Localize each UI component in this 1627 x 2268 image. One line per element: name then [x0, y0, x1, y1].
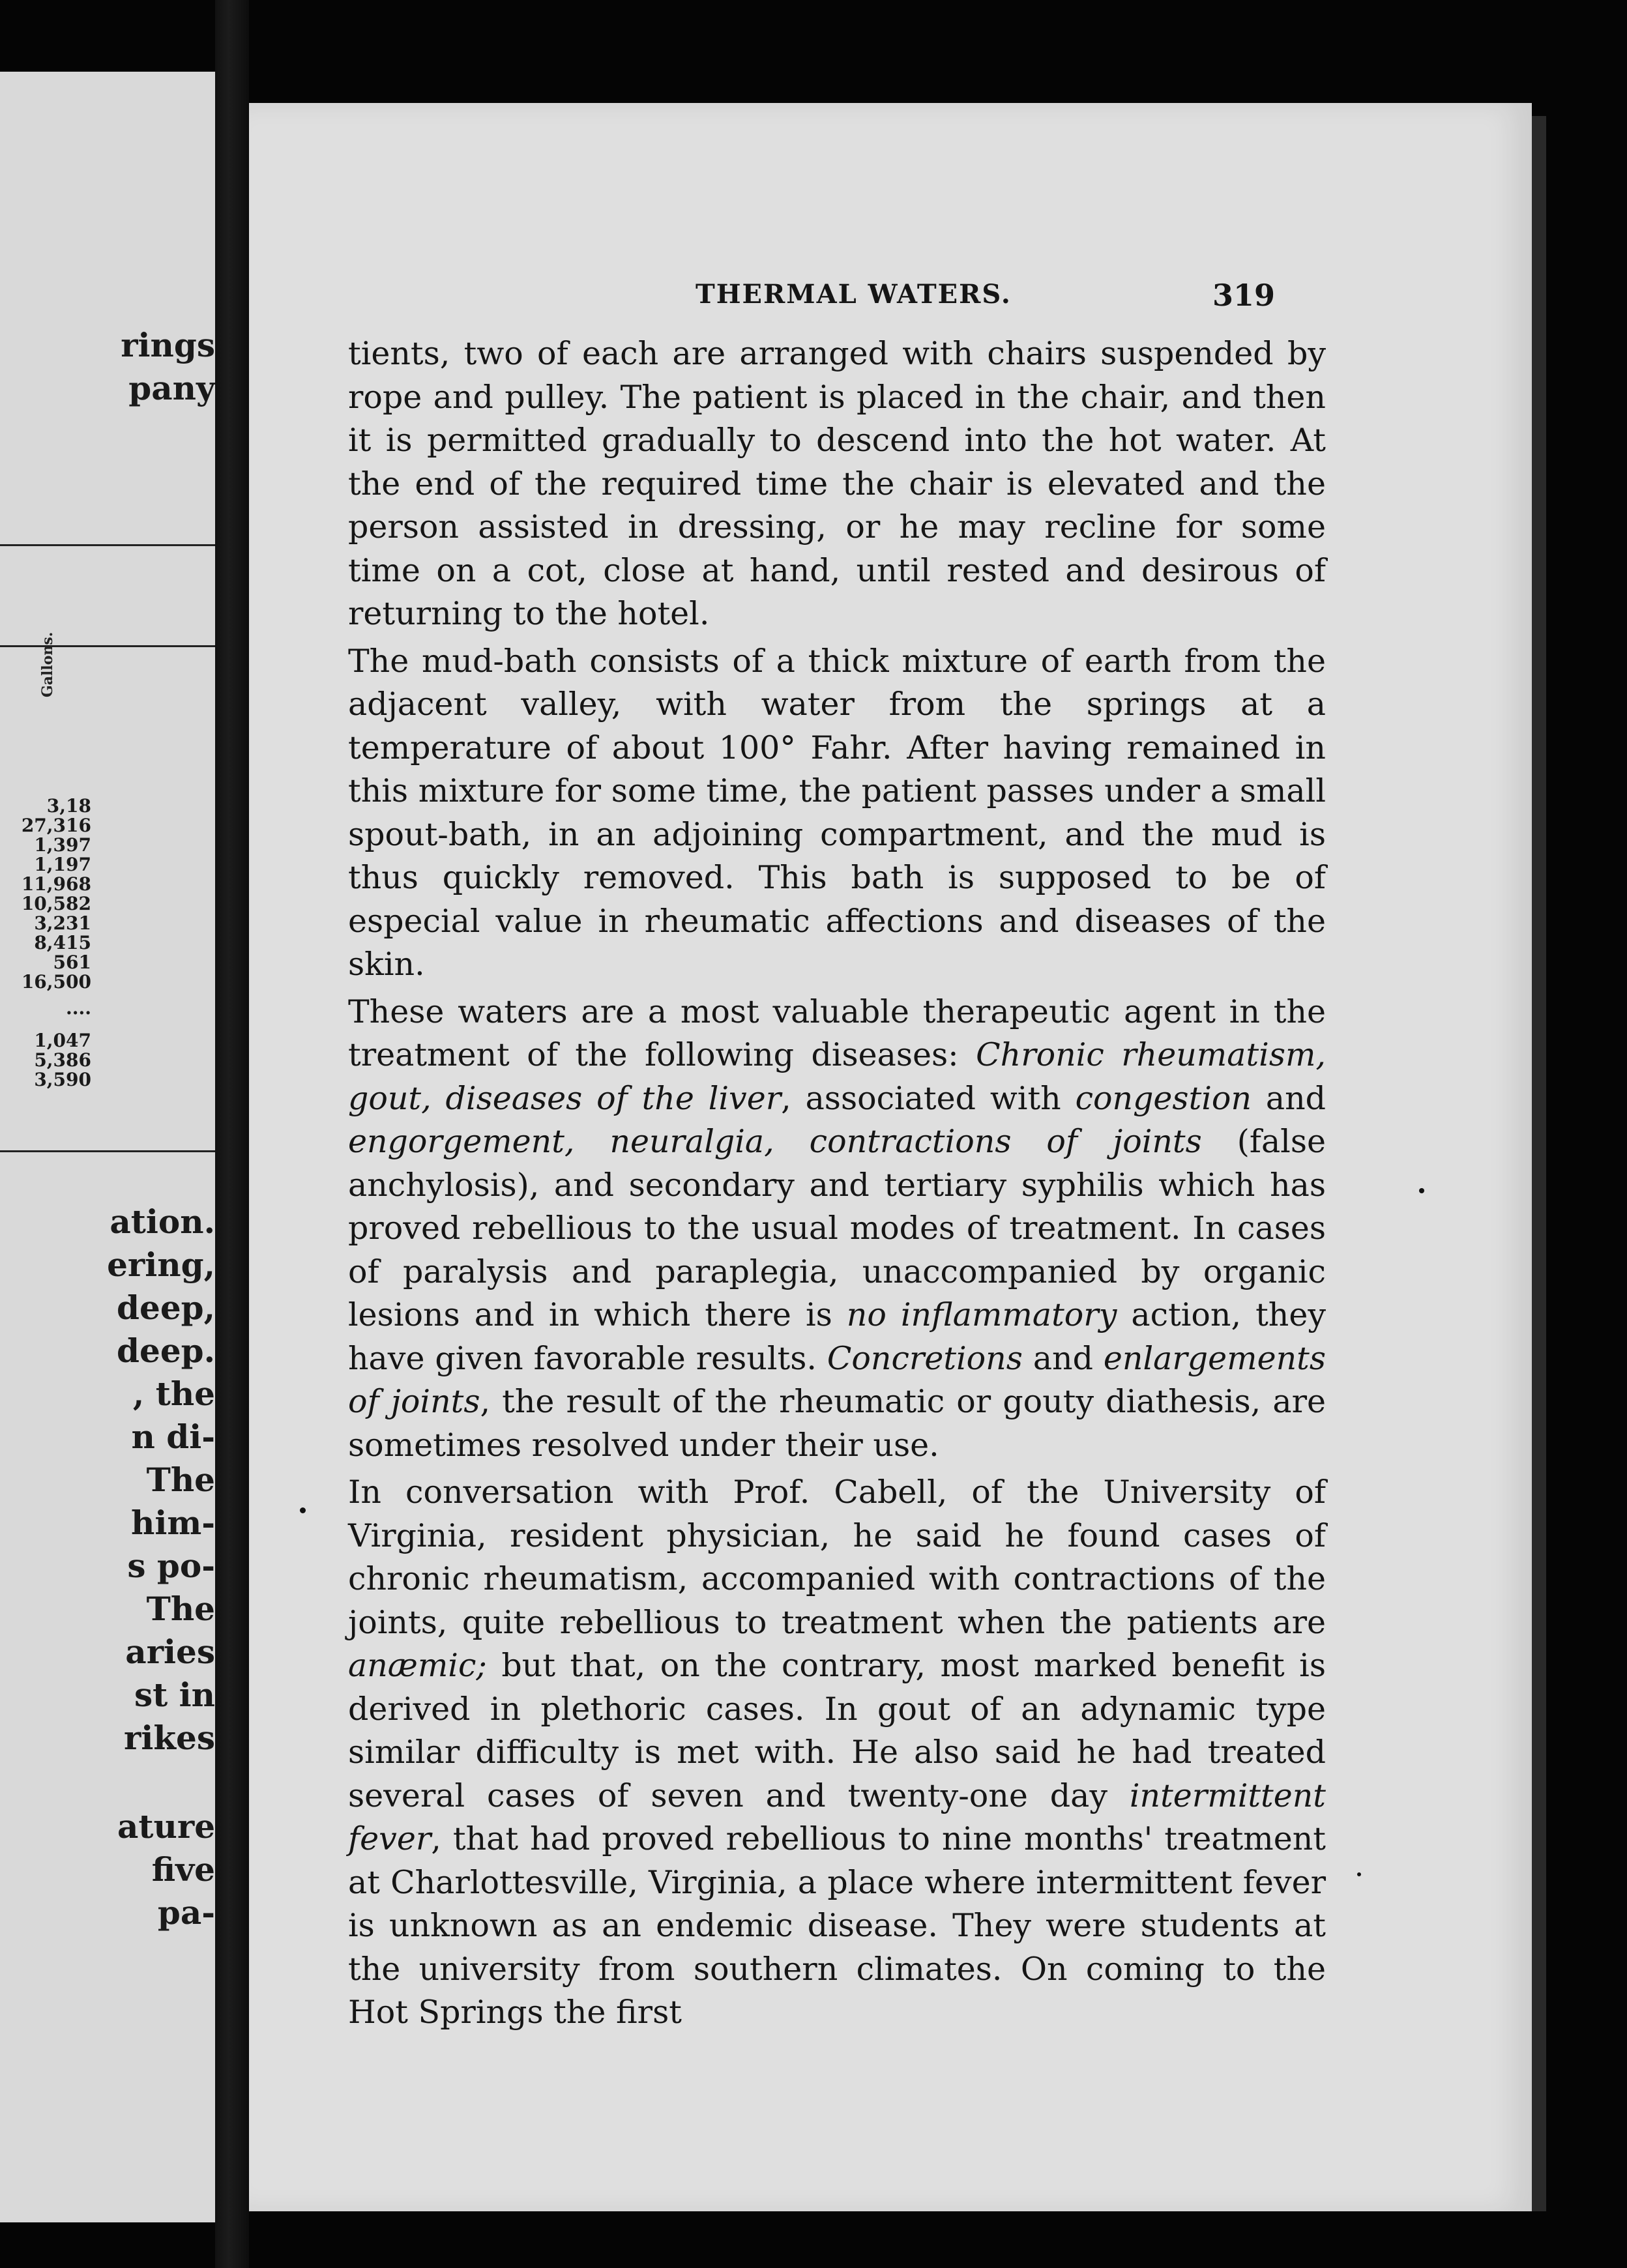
left-fragment-line: pa- — [157, 1893, 215, 1932]
table-cell: 5,386 — [34, 1049, 91, 1071]
left-fragment-line: deep, — [117, 1288, 215, 1327]
table-rule — [0, 1150, 215, 1152]
left-fragment-line: pany — [128, 369, 215, 407]
italic-run: enlargements of joints — [348, 1339, 1326, 1420]
text-run: These waters are a most valuable therapeutic agent in the treatment of the following diseases: — [348, 993, 1326, 1073]
left-fragment-line: rikes — [124, 1719, 215, 1757]
table-cell: 561 — [53, 952, 91, 973]
left-fragment-line: him- — [130, 1504, 215, 1542]
column-header-gallons: Gallons. — [39, 632, 56, 697]
table-rule — [0, 645, 215, 647]
table-cell: .... — [66, 997, 91, 1019]
table-rule — [0, 544, 215, 546]
text-run: (false anchylosis), and secondary and tertiary syphilis which has proved rebellious to the usual modes of treatment. In cases of paralysis and paraplegia, unaccompanied by organic lesions and in which there is — [348, 1123, 1326, 1333]
table-cell: 8,415 — [34, 932, 91, 953]
ink-speck — [300, 1507, 306, 1513]
table-cell: 1,397 — [34, 834, 91, 856]
table-cell: 16,500 — [21, 971, 91, 993]
italic-run: no inflammatory — [846, 1296, 1117, 1333]
book-gutter — [215, 0, 249, 2268]
paragraph-3 — [348, 991, 1326, 1468]
text-run: In conversation with Prof. Cabell, of the University of Virginia, resident physician, he said he found cases of chronic rheumatism, accompanied with contractions of the joints, quite rebellious to treatment when the patients are — [348, 1474, 1326, 1641]
italic-run: anæmic; — [348, 1647, 487, 1684]
paragraph-1: tients, two of each are arranged with chairs suspended by rope and pulley. The patient is placed in the chair, and then it is permitted gradually to descend into the hot water. At the end of the required time the chair is elevated and the person assisted in dressing, or he may recline for some time on a cot, close at hand, until rested and desirous of returning to the hotel. — [348, 335, 1326, 632]
table-cell: 27,316 — [21, 815, 91, 836]
text-run: , the result of the rheumatic or gouty diathesis, are sometimes resolved under their use. — [348, 1383, 1326, 1464]
text-run: , associated with — [781, 1079, 1076, 1117]
paragraph-4 — [348, 1471, 1326, 2035]
table-cell: 1,197 — [34, 854, 91, 875]
body-text — [348, 332, 1326, 2035]
table-cell: 1,047 — [34, 1030, 91, 1051]
text-run: but that, on the contrary, most marked benefit is derived in plethoric cases. In gout of an adynamic type similar difficulty is met with. He also said he had treated several cases of seven and twenty-one day — [348, 1647, 1326, 1814]
left-fragment-line: ering, — [107, 1245, 215, 1284]
left-fragment-line: n di- — [131, 1418, 215, 1456]
paragraph-2: The mud-bath consists of a thick mixture of earth from the adjacent valley, with water from the springs at a temperature of about 100° Fahr. After having remained in this mixture for some time, the patient passes under a small spout-bath, in an adjoining compartment, and the mud is thus quickly removed. This bath is supposed to be of especial value in rheumatic affections and diseases of the skin. — [348, 642, 1326, 983]
table-cell: 3,231 — [34, 912, 91, 934]
text-run: action, they have given favorable results. — [348, 1296, 1327, 1377]
left-fragment-line: , the — [132, 1374, 215, 1413]
left-fragment-line: st in — [134, 1676, 215, 1714]
running-head — [249, 279, 1532, 325]
left-fragment-line: s po- — [127, 1547, 215, 1585]
left-fragment-line: aries — [125, 1633, 215, 1671]
previous-page-fragment — [0, 72, 215, 2222]
text-run: and — [1252, 1079, 1326, 1117]
italic-run: intermittent fever — [348, 1777, 1326, 1857]
left-fragment-line: The — [146, 1461, 215, 1499]
left-fragment-line: deep. — [117, 1331, 215, 1370]
ink-speck — [1357, 1872, 1361, 1876]
page-number: 319 — [1212, 278, 1276, 313]
book-page — [249, 103, 1532, 2211]
left-fragment-line: five — [151, 1850, 215, 1889]
italic-run: congestion — [1075, 1079, 1252, 1117]
table-cell: 10,582 — [21, 893, 91, 914]
italic-run: Concretions — [827, 1339, 1023, 1377]
left-fragment-line: ation. — [110, 1202, 215, 1241]
italic-run: engorgement, neuralgia, contractions of joints — [348, 1123, 1202, 1160]
table-cell: 11,968 — [21, 873, 91, 895]
italic-run: Chronic rheumatism, gout, diseases of the liver — [348, 1036, 1327, 1117]
left-fragment-line: ature — [117, 1807, 215, 1846]
left-fragment-line: rings — [121, 326, 215, 364]
ink-speck — [1419, 1188, 1424, 1193]
table-cell: 3,590 — [34, 1069, 91, 1090]
text-run: , that had proved rebellious to nine months' treatment at Charlottesville, Virginia, a place where intermittent fever is unknown as an endemic disease. They were students at the university from southern climates. On coming to the Hot Springs the first — [348, 1820, 1326, 2031]
left-fragment-line: The — [146, 1590, 215, 1628]
table-cell: 3,18 — [46, 795, 91, 817]
text-run: and — [1022, 1339, 1104, 1377]
running-title: THERMAL WATERS. — [696, 279, 1012, 310]
